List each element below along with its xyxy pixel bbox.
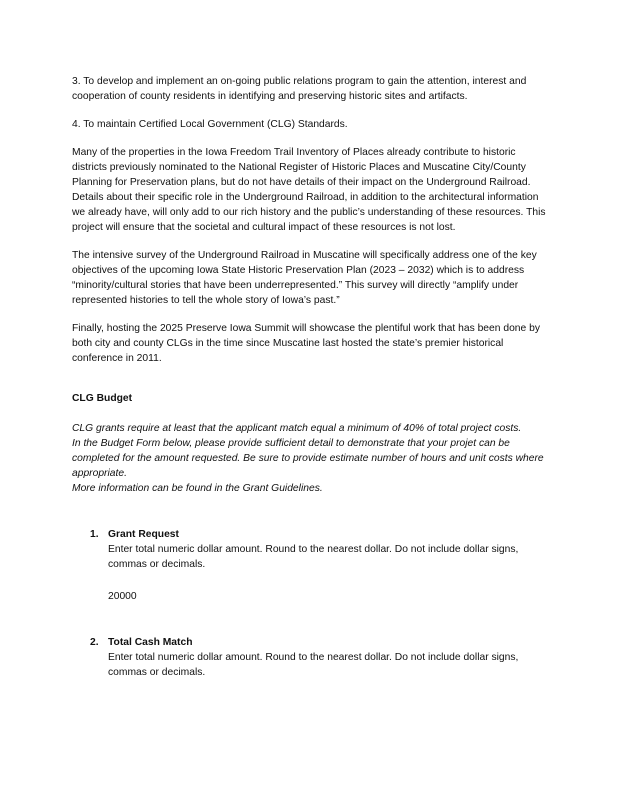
budget-section-heading: CLG Budget: [72, 393, 133, 404]
goal-paragraph-3: 3. To develop and implement an on-going public relations program to gain the attention, interest and cooperation of county residents in identifying and preserving historic sites and artifacts.: [72, 76, 527, 102]
list-item-number: 1.: [90, 529, 99, 540]
budget-item-heading: [90, 635, 546, 650]
body-paragraph-properties: Many of the properties in the Iowa Freedom Trail Inventory of Places already contribute to historic districts previously nominated to the National Register of Historic Places and Muscatine City/County Planning for Preservation plans, but do not have details of their impact on the Underground Railroad. Details about their specific role in the Underground Railroad, in addition to the architectural information we already have, will only add to our rich history and the public’s understanding of these resources. This project will ensure that the societal and cultural impact of these resources is not lost.: [72, 147, 546, 233]
body-paragraph-summit: Finally, hosting the 2025 Preserve Iowa Summit will showcase the plentiful work that has been done by both city and county CLGs in the time since Muscatine last hosted the state’s premier historical conference in 2011.: [72, 323, 540, 364]
budget-item-description: Enter total numeric dollar amount. Round to the nearest dollar. Do not include dollar signs, commas or decimals.: [108, 544, 519, 570]
budget-item-total-cash-match: [90, 635, 546, 680]
budget-items-list: [72, 527, 546, 680]
budget-item-description: Enter total numeric dollar amount. Round to the nearest dollar. Do not include dollar signs, commas or decimals.: [108, 652, 519, 678]
list-item-title: Total Cash Match: [108, 637, 193, 648]
budget-instruction-line: In the Budget Form below, please provide sufficient detail to demonstrate that your projet can be completed for the amount requested. Be sure to provide estimate number of hours and unit costs where appropriate.: [72, 438, 544, 479]
budget-instruction-line: More information can be found in the Grant Guidelines.: [72, 483, 323, 494]
grant-request-value: 20000: [108, 591, 137, 602]
list-item-title: Grant Request: [108, 529, 179, 540]
body-paragraph-survey: The intensive survey of the Underground Railroad in Muscatine will specifically address one of the key objectives of the upcoming Iowa State Historic Preservation Plan (2023 – 2032) which is to address “minority/cultural stories that have been underrepresented.” This survey will directly “amplify under represented histories to tell the whole story of Iowa’s past.”: [72, 250, 537, 306]
list-item-number: 2.: [90, 637, 99, 648]
budget-instruction-line: CLG grants require at least that the applicant match equal a minimum of 40% of total project costs.: [72, 423, 522, 434]
budget-item-grant-request: [90, 527, 546, 604]
budget-item-heading: [90, 527, 546, 542]
budget-instructions: [72, 421, 546, 496]
goal-paragraph-4: 4. To maintain Certified Local Government (CLG) Standards.: [72, 119, 348, 130]
